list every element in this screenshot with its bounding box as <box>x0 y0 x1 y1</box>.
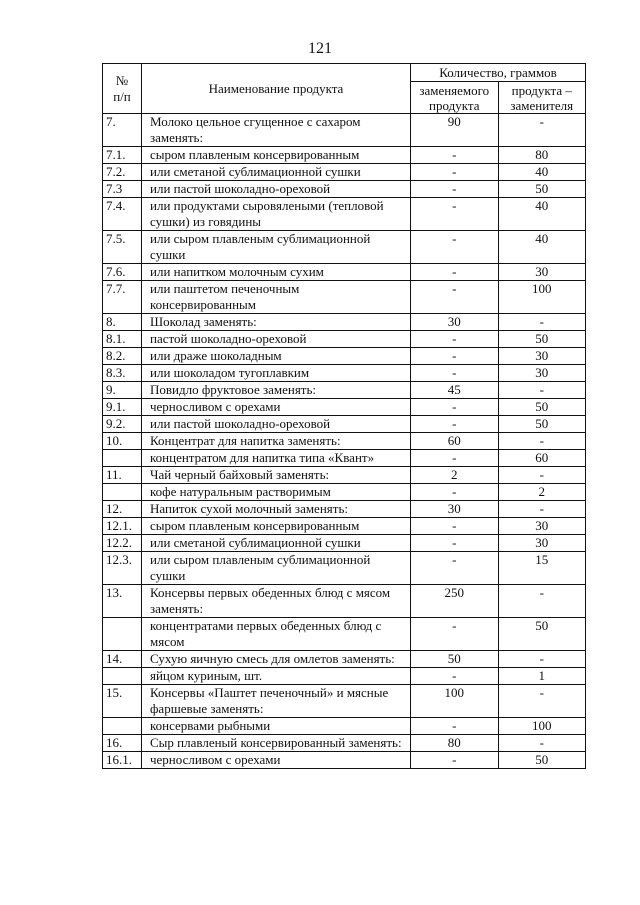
row-replaced-qty: - <box>411 416 499 433</box>
row-substitute-qty: 100 <box>498 718 586 735</box>
row-replaced-qty: - <box>411 365 499 382</box>
row-product-name: Сухую яичную смесь для омлетов заменять: <box>142 651 411 668</box>
row-product-name: Консервы «Паштет печеночный» и мясные фаршевые заменять: <box>142 685 411 718</box>
row-product-name: или продуктами сыровялеными (тепловой сушки) из говядины <box>142 198 411 231</box>
row-number: 12. <box>103 501 142 518</box>
row-number: 11. <box>103 467 142 484</box>
row-product-name: яйцом куриным, шт. <box>142 668 411 685</box>
row-replaced-qty: - <box>411 331 499 348</box>
header-product-name: Наименование продукта <box>142 64 411 114</box>
row-number: 8.1. <box>103 331 142 348</box>
row-number: 14. <box>103 651 142 668</box>
row-substitute-qty: 50 <box>498 752 586 769</box>
row-product-name: или пастой шоколадно-ореховой <box>142 416 411 433</box>
row-substitute-qty: - <box>498 685 586 718</box>
row-replaced-qty: - <box>411 535 499 552</box>
table-row <box>103 382 586 399</box>
table-row <box>103 585 586 618</box>
row-replaced-qty: - <box>411 198 499 231</box>
row-product-name: или пастой шоколадно-ореховой <box>142 181 411 198</box>
row-product-name: Напиток сухой молочный заменять: <box>142 501 411 518</box>
table-row <box>103 518 586 535</box>
row-replaced-qty: 30 <box>411 501 499 518</box>
row-substitute-qty: 1 <box>498 668 586 685</box>
row-number: 8.2. <box>103 348 142 365</box>
table-row <box>103 618 586 651</box>
row-number: 7.7. <box>103 281 142 314</box>
table-row <box>103 331 586 348</box>
row-number: 15. <box>103 685 142 718</box>
row-substitute-qty: - <box>498 314 586 331</box>
row-replaced-qty: 100 <box>411 685 499 718</box>
row-replaced-qty: - <box>411 752 499 769</box>
row-substitute-qty: 30 <box>498 365 586 382</box>
table-row <box>103 416 586 433</box>
row-substitute-qty: - <box>498 433 586 450</box>
row-product-name: сыром плавленым консервированным <box>142 518 411 535</box>
row-replaced-qty: - <box>411 264 499 281</box>
row-product-name: Консервы первых обеденных блюд с мясом заменять: <box>142 585 411 618</box>
row-product-name: консервами рыбными <box>142 718 411 735</box>
row-substitute-qty: 40 <box>498 231 586 264</box>
table-row <box>103 231 586 264</box>
row-substitute-qty: - <box>498 382 586 399</box>
row-replaced-qty: - <box>411 164 499 181</box>
table-row <box>103 314 586 331</box>
table-row <box>103 114 586 147</box>
row-number: 7.3 <box>103 181 142 198</box>
row-substitute-qty: 100 <box>498 281 586 314</box>
header-quantity: Количество, граммов <box>411 64 586 82</box>
row-product-name: сыром плавленым консервированным <box>142 147 411 164</box>
row-product-name: кофе натуральным растворимым <box>142 484 411 501</box>
row-replaced-qty: 50 <box>411 651 499 668</box>
row-product-name: или сметаной сублимационной сушки <box>142 535 411 552</box>
row-replaced-qty: - <box>411 181 499 198</box>
row-replaced-qty: 250 <box>411 585 499 618</box>
table-row <box>103 181 586 198</box>
row-substitute-qty: 50 <box>498 416 586 433</box>
header-number: № п/п <box>103 64 142 114</box>
row-replaced-qty: - <box>411 518 499 535</box>
row-replaced-qty: 30 <box>411 314 499 331</box>
row-substitute-qty: 2 <box>498 484 586 501</box>
row-product-name: концентратом для напитка типа «Квант» <box>142 450 411 467</box>
row-replaced-qty: 80 <box>411 735 499 752</box>
row-number: 9.1. <box>103 399 142 416</box>
row-product-name: или шоколадом тугоплавким <box>142 365 411 382</box>
table-row <box>103 735 586 752</box>
table-row <box>103 535 586 552</box>
row-product-name: или паштетом печеночным консервированным <box>142 281 411 314</box>
row-substitute-qty: 30 <box>498 518 586 535</box>
row-number: 7. <box>103 114 142 147</box>
row-replaced-qty: 90 <box>411 114 499 147</box>
row-product-name: Концентрат для напитка заменять: <box>142 433 411 450</box>
row-number: 12.3. <box>103 552 142 585</box>
row-product-name: или сыром плавленым сублимационной сушки <box>142 231 411 264</box>
row-number: 7.4. <box>103 198 142 231</box>
row-number: 16.1. <box>103 752 142 769</box>
header-replaced-product: заменяемого продукта <box>411 82 499 114</box>
table-body <box>103 114 586 769</box>
row-substitute-qty: 50 <box>498 181 586 198</box>
table-row <box>103 467 586 484</box>
table-row <box>103 264 586 281</box>
table-header <box>103 64 586 114</box>
row-number: 13. <box>103 585 142 618</box>
header-substitute-product: продукта – заменителя <box>498 82 586 114</box>
row-product-name: черносливом с орехами <box>142 399 411 416</box>
table-row <box>103 164 586 181</box>
row-substitute-qty: 30 <box>498 535 586 552</box>
row-substitute-qty: 80 <box>498 147 586 164</box>
row-number: 16. <box>103 735 142 752</box>
row-product-name: концентратами первых обеденных блюд с мясом <box>142 618 411 651</box>
row-replaced-qty: - <box>411 668 499 685</box>
row-number: 7.6. <box>103 264 142 281</box>
row-product-name: Молоко цельное сгущенное с сахаром заменять: <box>142 114 411 147</box>
row-product-name: Чай черный байховый заменять: <box>142 467 411 484</box>
row-substitute-qty: - <box>498 467 586 484</box>
row-substitute-qty: 60 <box>498 450 586 467</box>
header-row-main <box>103 64 586 82</box>
table-row <box>103 450 586 467</box>
row-product-name: Повидло фруктовое заменять: <box>142 382 411 399</box>
table-row <box>103 365 586 382</box>
table-row <box>103 552 586 585</box>
row-product-name: черносливом с орехами <box>142 752 411 769</box>
row-substitute-qty: - <box>498 585 586 618</box>
page-number: 121 <box>308 40 332 57</box>
row-replaced-qty: - <box>411 718 499 735</box>
row-substitute-qty: 50 <box>498 331 586 348</box>
row-replaced-qty: 45 <box>411 382 499 399</box>
table-row <box>103 281 586 314</box>
table-row <box>103 198 586 231</box>
row-replaced-qty: 2 <box>411 467 499 484</box>
row-substitute-qty: 30 <box>498 348 586 365</box>
substitution-table <box>102 63 586 769</box>
table-row <box>103 147 586 164</box>
row-product-name: или сметаной сублимационной сушки <box>142 164 411 181</box>
row-substitute-qty: 50 <box>498 618 586 651</box>
row-number: 12.2. <box>103 535 142 552</box>
row-number: 7.1. <box>103 147 142 164</box>
table-row <box>103 752 586 769</box>
row-replaced-qty: 60 <box>411 433 499 450</box>
table-row <box>103 399 586 416</box>
row-substitute-qty: 30 <box>498 264 586 281</box>
row-number: 8. <box>103 314 142 331</box>
row-substitute-qty: - <box>498 114 586 147</box>
row-product-name: пастой шоколадно-ореховой <box>142 331 411 348</box>
table-row <box>103 685 586 718</box>
row-number: 10. <box>103 433 142 450</box>
row-number: 7.5. <box>103 231 142 264</box>
row-number <box>103 668 142 685</box>
row-number: 8.3. <box>103 365 142 382</box>
row-substitute-qty: 40 <box>498 164 586 181</box>
row-number <box>103 618 142 651</box>
table-row <box>103 433 586 450</box>
row-substitute-qty: 15 <box>498 552 586 585</box>
substitution-table-container <box>102 63 586 769</box>
row-substitute-qty: - <box>498 651 586 668</box>
row-replaced-qty: - <box>411 450 499 467</box>
row-replaced-qty: - <box>411 484 499 501</box>
row-number: 7.2. <box>103 164 142 181</box>
row-substitute-qty: - <box>498 735 586 752</box>
row-product-name: Шоколад заменять: <box>142 314 411 331</box>
row-replaced-qty: - <box>411 147 499 164</box>
row-number: 9. <box>103 382 142 399</box>
row-number: 12.1. <box>103 518 142 535</box>
row-number <box>103 450 142 467</box>
table-row <box>103 484 586 501</box>
row-number <box>103 484 142 501</box>
row-replaced-qty: - <box>411 618 499 651</box>
row-replaced-qty: - <box>411 231 499 264</box>
row-replaced-qty: - <box>411 281 499 314</box>
table-row <box>103 501 586 518</box>
row-substitute-qty: 50 <box>498 399 586 416</box>
row-product-name: или сыром плавленым сублимационной сушки <box>142 552 411 585</box>
table-row <box>103 718 586 735</box>
row-substitute-qty: 40 <box>498 198 586 231</box>
row-number <box>103 718 142 735</box>
row-product-name: Сыр плавленый консервированный заменять: <box>142 735 411 752</box>
row-replaced-qty: - <box>411 399 499 416</box>
row-substitute-qty: - <box>498 501 586 518</box>
table-row <box>103 348 586 365</box>
row-replaced-qty: - <box>411 552 499 585</box>
table-row <box>103 668 586 685</box>
row-number: 9.2. <box>103 416 142 433</box>
row-product-name: или напитком молочным сухим <box>142 264 411 281</box>
table-row <box>103 651 586 668</box>
row-product-name: или драже шоколадным <box>142 348 411 365</box>
row-replaced-qty: - <box>411 348 499 365</box>
